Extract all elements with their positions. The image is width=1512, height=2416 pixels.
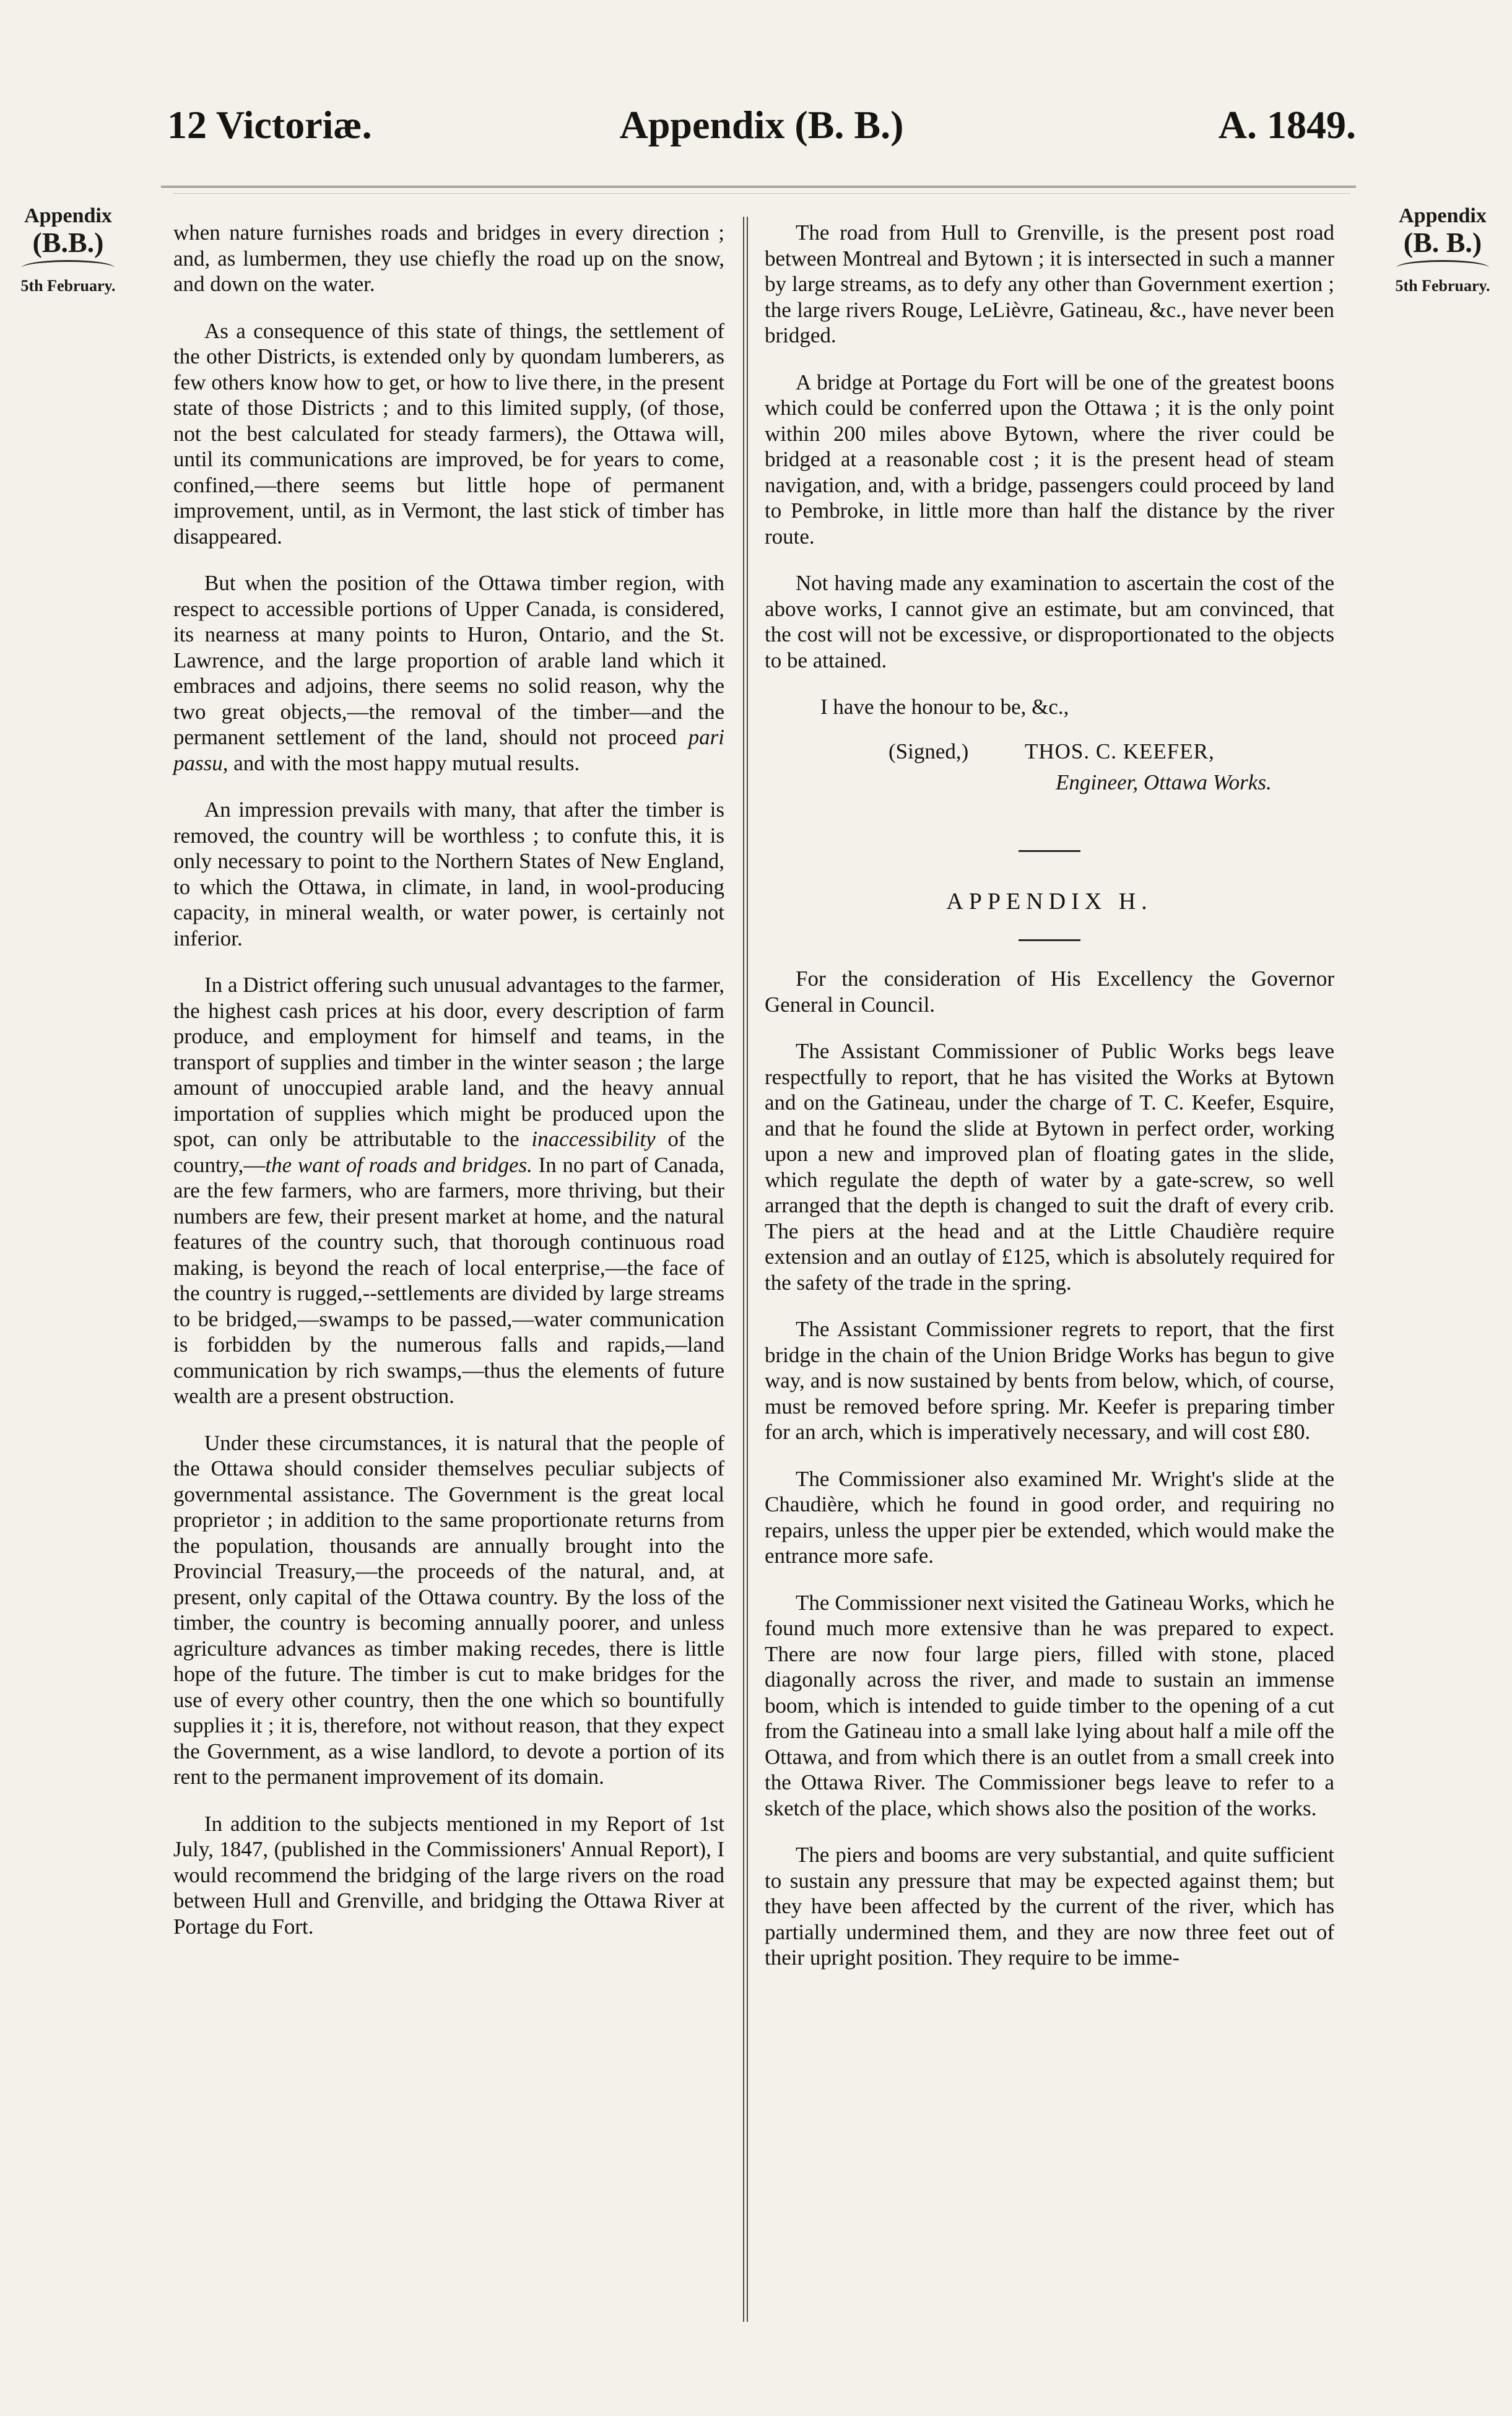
margin-note-appendix: (B.B.) bbox=[32, 227, 104, 258]
paragraph: In addition to the subjects mentioned in my Report of 1st July, 1847, (published in the Commissioners' Annual Report), I would recommend the bridging of the large rivers on the road between Hull and Grenville, and bridging the Ottawa River at Portage du Fort. bbox=[173, 1811, 724, 1939]
salutation: I have the honour to be, &c., bbox=[820, 695, 1069, 719]
paragraph: Not having made any examination to ascertain the cost of the above works, I cannot give an estimate, but am convinced, that the cost will not be excessive, or disproportionated to the objects to be attained. bbox=[765, 571, 1334, 672]
right-column bbox=[765, 220, 1334, 1992]
paragraph: The road from Hull to Grenville, is the present post road between Montreal and Bytown ; it is intersected in such a manner by large streams, as to defy any other than Government exertion ; the large rivers Rouge, LeLièvre, Gatineau, &c., have never been bridged. bbox=[765, 220, 1334, 347]
margin-note-left bbox=[12, 204, 124, 295]
paragraph bbox=[173, 570, 724, 776]
italic-phrase: pari passu, bbox=[173, 725, 724, 775]
margin-note-label: Appendix bbox=[1399, 204, 1487, 227]
paragraph: Under these circumstances, it is natural that the people of the Ottawa should consider themselves peculiar subjects of governmental assistance. The Government is the great local proprietor ; in addition to the same proportionate returns from the population, thousands are annually brought into the Provincial Treasury,—the proceeds of the natural, and, at present, only capital of the Ottawa country. By the loss of the timber, the country is becoming annually poorer, and unless agriculture advances as timber making recedes, there is little hope of the future. The timber is cut to make bridges for the use of every other country, then the one which so bountifully supplies it ; it is, therefore, not without reason, that they expect the Government, as a wise landlord, to devote a portion of its rent to the permanent improvement of its domain. bbox=[173, 1430, 724, 1789]
paragraph: A bridge at Portage du Fort will be one of the greatest boons which could be conferred upon the Ottawa ; it is the only point within 200 miles above Bytown, where the river could be bridged at a reasonable cost ; it is the present head of steam navigation, and, with a bridge, passengers could proceed by land to Pembroke, in little more than half the distance by the river route. bbox=[765, 370, 1334, 549]
header-appendix-title: Appendix (B. B.) bbox=[619, 103, 904, 147]
paragraph: when nature furnishes roads and bridges in every direction ; and, as lumbermen, they use chiefly the road up on the snow, and down on the water. bbox=[173, 220, 724, 296]
margin-note-right bbox=[1387, 204, 1498, 295]
margin-brace bbox=[1396, 260, 1489, 276]
paragraph-text: of the country,— bbox=[173, 1127, 725, 1177]
column-divider bbox=[743, 217, 748, 2322]
margin-brace bbox=[22, 260, 115, 276]
running-header bbox=[167, 102, 1356, 164]
paragraph: The Assistant Commissioner regrets to report, that the first bridge in the chain of the Union Bridge Works has begun to give way, and is now sustained by bents from below, which, of course, must be removed before spring. Mr. Keefer is preparing timber for an arch, which is imperatively necessary, and will cost £80. bbox=[765, 1317, 1334, 1444]
paragraph bbox=[173, 972, 724, 1409]
header-year: A. 1849. bbox=[1218, 103, 1356, 147]
section-rule bbox=[1019, 850, 1080, 852]
appendix-heading: APPENDIX H. bbox=[946, 888, 1153, 915]
italic-phrase: inaccessibility bbox=[531, 1127, 656, 1151]
paragraph-text: But when the position of the Ottawa timber region, with respect to accessible portions of Upper Canada, is considered, its nearness at many points to Huron, Ontario, and the St. Lawrence, and the large proportion of arable land which it embraces and adjoins, there seems no solid reason, why the two great objects,—the removal of the timber—and the permanent settlement of the land, should not proceed bbox=[173, 571, 724, 749]
paragraph: As a consequence of this state of things, the settlement of the other Districts, is extended only by quondam lumberers, as few others know how to get, or how to live there, in the present state of those Districts ; and to this limited supply, (of those, not the best calculated for steady farmers), the Ottawa will, until its communications are improved, be for years to come, confined,—there seems but little hope of permanent improvement, until, as in Vermont, the last stick of timber has disappeared. bbox=[173, 318, 724, 549]
header-rule bbox=[161, 186, 1356, 188]
margin-note-appendix: (B. B.) bbox=[1403, 227, 1482, 258]
left-column bbox=[173, 220, 724, 1960]
paragraph: For the consideration of His Excellency the Governor General in Council. bbox=[765, 967, 1334, 1017]
signature-block bbox=[765, 739, 1334, 825]
paragraph-text: In no part of Canada, are the few farmers, who are farmers, more thriving, but their numbers are few, their present market at home, and the natural features of the country such, that thorough continuous road making, is beyond the reach of local enterprise,—the face of the country is rugged,--settlements are divided by large streams to be bridged,—swamps to be passed,—water communication is forbidden by the numerous falls and rapids,—land communication by rich swamps,—thus the elements of future wealth are a present obstruction. bbox=[173, 1152, 724, 1408]
paragraph: An impression prevails with many, that after the timber is removed, the country will be worthless ; to confute this, it is only necessary to point to the Northern States of New England, to which the Ottawa, in climate, in land, in wool-producing capacity, in mineral wealth, or water power, is certainly not inferior. bbox=[173, 797, 724, 950]
paragraph: The Assistant Commissioner of Public Works begs leave respectfully to report, that he has visited the Works at Bytown and on the Gatineau, under the charge of T. C. Keefer, Esquire, and that he found the slide at Bytown in perfect order, working upon a new and improved plan of floating gates in the slide, which regulate the depth of water by a gate-screw, so well arranged that the depth is changed to suit the draft of every crib. The piers at the head and at the Little Chaudière require extension and an outlay of £125, which is absolutely required for the safety of the trade in the spring. bbox=[765, 1039, 1334, 1295]
signer-title: Engineer, Ottawa Works. bbox=[1056, 770, 1272, 794]
paragraph-text: In a District offering such unusual advantages to the farmer, the highest cash prices at his door, every description of farm produce, and employment for himself and teams, in the transport of supplies and timber in the winter season ; the large amount of unoccupied arable land, and the heavy annual importation of supplies which might be produced upon the spot, can only be attributable to the bbox=[173, 973, 724, 1151]
paragraph: The piers and booms are very substantial, and quite sufficient to sustain any pressure that may be expected against them; but they have been affected by the current of the river, which has partially undermined them, and they are now three feet out of their upright position. They require to be imme- bbox=[765, 1843, 1334, 1970]
paragraph: The Commissioner also examined Mr. Wright's slide at the Chaudière, which he found in good order, and requiring no repairs, unless the upper pier be extended, which would make the entrance more safe. bbox=[765, 1466, 1334, 1568]
paragraph-text: and with the most happy mutual results. bbox=[233, 750, 580, 775]
signer-name: THOS. C. KEEFER, bbox=[1025, 739, 1215, 763]
signed-label: (Signed,) bbox=[889, 739, 969, 763]
header-session: 12 Victoriæ. bbox=[167, 103, 372, 147]
header-rule-dotted bbox=[173, 193, 1350, 194]
margin-note-date: 5th February. bbox=[1395, 277, 1490, 295]
italic-phrase: the want of roads and bridges. bbox=[265, 1152, 532, 1177]
margin-note-label: Appendix bbox=[24, 204, 112, 227]
margin-note-date: 5th February. bbox=[20, 277, 116, 295]
paragraph: The Commissioner next visited the Gatineau Works, which he found much more extensive than he was prepared to expect. There are now four large piers, filled with stone, placed diagonally across the river, and made to sustain an immense boom, which is intended to guide timber to the opening of a cut from the Gatineau into a small lake lying about half a mile off the Ottawa, and from which there is an outlet from a small creek into the Ottawa River. The Commissioner begs leave to refer to a sketch of the place, which shows also the position of the works. bbox=[765, 1590, 1334, 1820]
